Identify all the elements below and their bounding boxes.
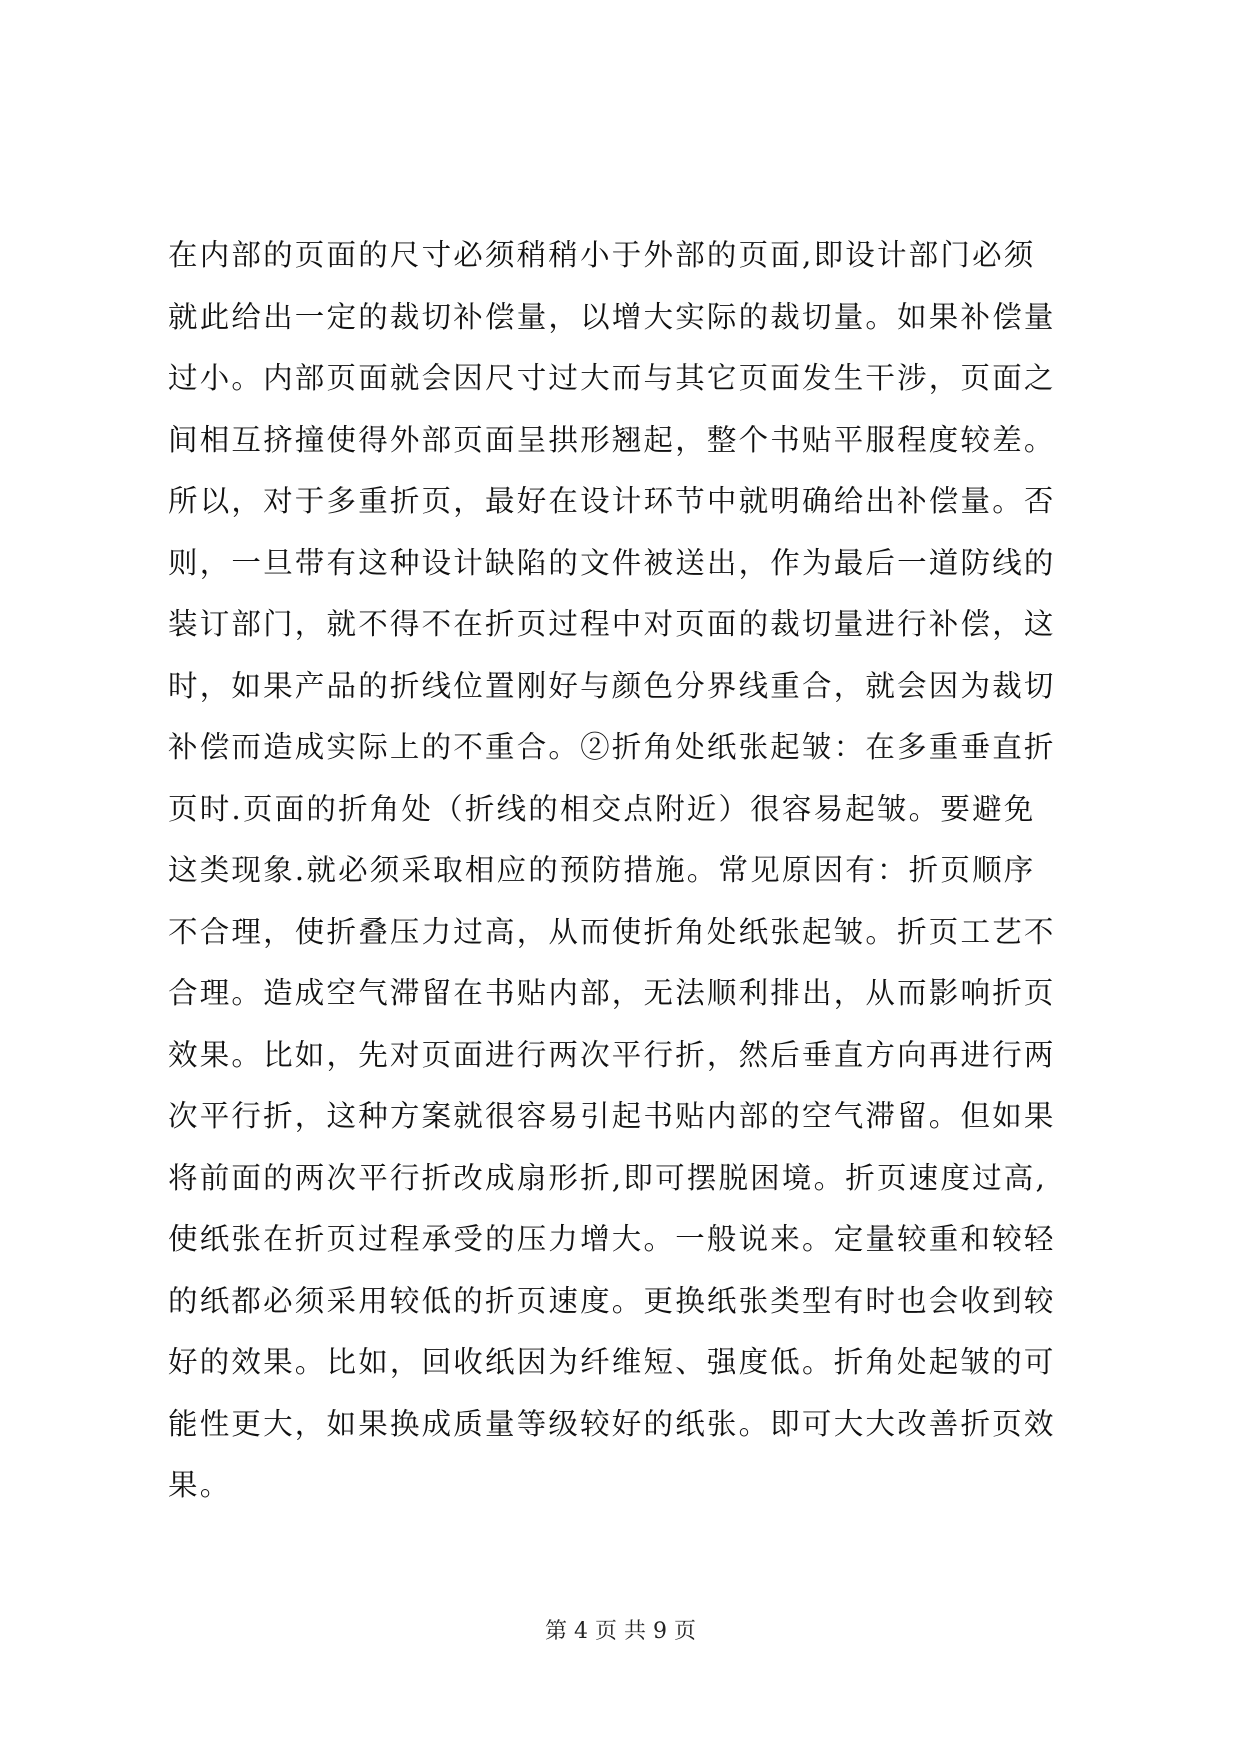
text-line: 果。 [168,1468,232,1502]
text-line: 合理。造成空气滞留在书贴内部，无法顺利排出，从而影响折页 [168,976,1056,1010]
page-number-footer: 第 4 页 共 9 页 [545,1619,696,1644]
text-line: 间相互挤撞使得外部页面呈拱形翘起，整个书贴平服程度较差。 [168,422,1056,457]
text-line: 补偿而造成实际上的不重合。②折角处纸张起皱：在多重垂直折 [168,730,1056,764]
text-line: 装订部门，就不得不在折页过程中对页面的裁切量进行补偿，这 [168,607,1056,641]
text-line: 好的效果。比如，回收纸因为纤维短、强度低。折角处起皱的可 [168,1345,1056,1379]
text-line: 时，如果产品的折线位置刚好与颜色分界线重合，就会因为裁切 [168,668,1056,703]
text-line: 所以，对于多重折页，最好在设计环节中就明确给出补偿量。否 [168,484,1056,518]
text-line: 就此给出一定的裁切补偿量，以增大实际的裁切量。如果补偿量 [168,299,1056,334]
text-line: 的纸都必须采用较低的折页速度。更换纸张类型有时也会收到较 [168,1283,1056,1318]
text-line: 页时.页面的折角处（折线的相交点附近）很容易起皱。要避免 [168,791,1036,826]
text-line: 过小。内部页面就会因尺寸过大而与其它页面发生干涉，页面之 [168,361,1056,395]
text-line: 在内部的页面的尺寸必须稍稍小于外部的页面,即设计部门必须 [168,238,1036,272]
text-line: 能性更大，如果换成质量等级较好的纸张。即可大大改善折页效 [168,1406,1056,1441]
text-line: 将前面的两次平行折改成扇形折,即可摆脱困境。折页速度过高, [168,1160,1048,1195]
text-line: 次平行折，这种方案就很容易引起书贴内部的空气滞留。但如果 [168,1099,1056,1133]
text-line: 这类现象.就必须采取相应的预防措施。常见原因有：折页顺序 [168,853,1036,887]
text-line: 使纸张在折页过程承受的压力增大。一般说来。定量较重和较轻 [168,1222,1056,1256]
text-line: 不合理，使折叠压力过高，从而使折角处纸张起皱。折页工艺不 [168,914,1056,949]
body-text [168,225,1088,1517]
text-line: 则，一旦带有这种设计缺陷的文件被送出，作为最后一道防线的 [168,545,1056,580]
text-line: 效果。比如，先对页面进行两次平行折，然后垂直方向再进行两 [168,1037,1056,1072]
